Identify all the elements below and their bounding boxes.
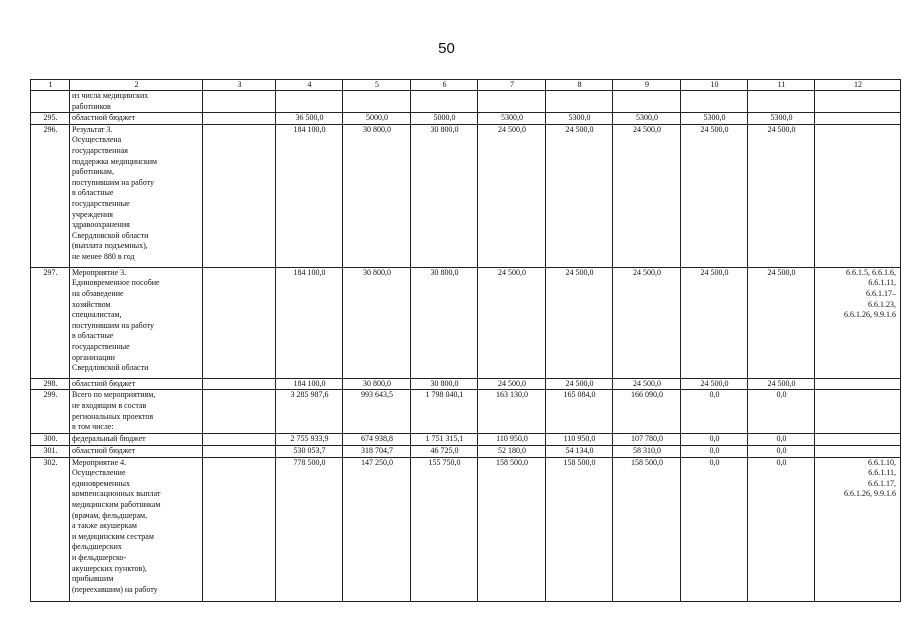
row-value-col6: 5000,0	[411, 113, 478, 125]
row-value-col6: 30 800,0	[411, 267, 478, 378]
row-description-line: здравоохранения	[72, 220, 130, 230]
row-description-line: прибывшим	[72, 574, 114, 584]
row-value-col10: 24 500,0	[681, 378, 748, 390]
column-header-11: 11	[748, 80, 815, 91]
row-value-col6: 1 798 040,1	[411, 390, 478, 434]
column-header-4: 4	[276, 80, 343, 91]
row-description-line: в областные	[72, 331, 114, 341]
row-number: 295.	[31, 113, 70, 125]
table-row	[31, 390, 901, 434]
row-description-line: единовременных	[72, 478, 130, 488]
row-target-refs	[815, 457, 901, 601]
row-value-col5: 5000,0	[343, 113, 411, 125]
column-header-10: 10	[681, 80, 748, 91]
row-value-col11: 0,0	[748, 445, 815, 457]
row-value-col11: 5300,0	[748, 113, 815, 125]
table-row	[31, 113, 901, 125]
row-description-line: хозяйством	[72, 299, 111, 309]
row-description-line: государственная	[72, 145, 128, 155]
row-value-col11: 24 500,0	[748, 267, 815, 378]
row-value-col8: 54 134,0	[546, 445, 613, 457]
column-header-2: 2	[70, 80, 203, 91]
table-row	[31, 267, 901, 378]
column-header-8: 8	[546, 80, 613, 91]
column-header-12: 12	[815, 80, 901, 91]
row-description	[70, 91, 203, 113]
row-target-refs-line: 6.6.1.5, 6.6.1.6,	[846, 267, 896, 277]
row-value-col4: 184 100,0	[276, 378, 343, 390]
row-description-line: Мероприятие 4.	[72, 457, 127, 467]
row-description-line: специалистам,	[72, 310, 122, 320]
row-value-col4: 2 755 933,9	[276, 434, 343, 446]
row-number: 300.	[31, 434, 70, 446]
row-description-line: компенсационных выплат	[72, 489, 161, 499]
row-description	[70, 457, 203, 601]
row-col3	[203, 113, 276, 125]
row-value-col11: 24 500,0	[748, 378, 815, 390]
row-target-refs-line: 6.6.1.17–	[866, 288, 896, 298]
row-description	[70, 378, 203, 390]
row-number: 298.	[31, 378, 70, 390]
column-header-5: 5	[343, 80, 411, 91]
row-value-col5: 318 704,7	[343, 445, 411, 457]
row-value-col11: 0,0	[748, 457, 815, 601]
row-value-col9: 58 310,0	[613, 445, 681, 457]
row-description-line: фельдшерских	[72, 542, 122, 552]
row-description-line: поддержка медицинским	[72, 156, 158, 166]
row-number	[31, 91, 70, 113]
row-value-col8: 5300,0	[546, 113, 613, 125]
row-description	[70, 113, 203, 125]
page-number: 50	[438, 40, 455, 57]
row-description-line: медицинским работникам	[72, 499, 161, 509]
table-row	[31, 124, 901, 267]
column-header-1: 1	[31, 80, 70, 91]
row-target-refs	[815, 267, 901, 378]
row-value-col8: 24 500,0	[546, 267, 613, 378]
row-description-line: областной бюджет	[72, 378, 136, 388]
row-value-col9: 158 500,0	[613, 457, 681, 601]
table-row	[31, 445, 901, 457]
row-value-col5	[343, 91, 411, 113]
row-value-col7: 163 130,0	[478, 390, 546, 434]
row-description-line: (переехавшим) на работу	[72, 584, 158, 594]
table-row	[31, 434, 901, 446]
row-value-col8: 110 950,0	[546, 434, 613, 446]
row-description-line: Свердловской области	[72, 363, 149, 373]
row-value-col4: 184 100,0	[276, 124, 343, 267]
row-value-col4: 184 100,0	[276, 267, 343, 378]
row-description-line: учреждения	[72, 209, 113, 219]
row-value-col10: 0,0	[681, 457, 748, 601]
row-value-col7: 5300,0	[478, 113, 546, 125]
row-value-col10: 24 500,0	[681, 124, 748, 267]
row-target-refs	[815, 91, 901, 113]
row-number: 297.	[31, 267, 70, 378]
row-number: 299.	[31, 390, 70, 434]
row-target-refs	[815, 378, 901, 390]
row-value-col10: 0,0	[681, 434, 748, 446]
row-col3	[203, 91, 276, 113]
row-value-col9: 5300,0	[613, 113, 681, 125]
row-target-refs	[815, 445, 901, 457]
column-header-9: 9	[613, 80, 681, 91]
row-description-line: региональных проектов	[72, 411, 154, 421]
row-value-col8: 24 500,0	[546, 378, 613, 390]
row-description-line: Всего по мероприятиям,	[72, 390, 156, 400]
row-description-line: а также акушеркам	[72, 521, 137, 531]
row-description-line: государственные	[72, 341, 130, 351]
budget-table	[30, 79, 901, 602]
column-header-6: 6	[411, 80, 478, 91]
row-description-line: Свердловской области	[72, 230, 149, 240]
table-row	[31, 91, 901, 113]
row-description-line: областной бюджет	[72, 113, 136, 123]
row-value-col11: 24 500,0	[748, 124, 815, 267]
row-description-line: и фельдшерско-	[72, 552, 127, 562]
row-value-col5: 30 800,0	[343, 267, 411, 378]
row-description-line: (выплата подъемных),	[72, 241, 148, 251]
row-target-refs-line: 6.6.1.17,	[868, 478, 896, 488]
row-description-line: работникам,	[72, 167, 114, 177]
row-description	[70, 124, 203, 267]
row-description-line: Результат 3.	[72, 124, 113, 134]
row-description-line: и медицинским сестрам	[72, 531, 154, 541]
row-col3	[203, 267, 276, 378]
row-target-refs-line: 6.6.1.26, 9.9.1.6	[844, 489, 896, 499]
row-value-col7: 52 180,0	[478, 445, 546, 457]
row-target-refs-line: 6.6.1.11,	[868, 468, 896, 478]
row-description-line: организации	[72, 352, 115, 362]
row-value-col5: 993 643,5	[343, 390, 411, 434]
row-description-line: не менее 880 в год	[72, 251, 135, 261]
row-value-col8: 158 500,0	[546, 457, 613, 601]
row-value-col6: 30 800,0	[411, 124, 478, 267]
row-value-col9: 107 780,0	[613, 434, 681, 446]
row-col3	[203, 457, 276, 601]
row-value-col7: 158 500,0	[478, 457, 546, 601]
row-value-col7: 24 500,0	[478, 124, 546, 267]
column-header-3: 3	[203, 80, 276, 91]
header-row	[31, 80, 901, 91]
row-description-line: Осуществлена	[72, 135, 122, 145]
row-target-refs	[815, 113, 901, 125]
row-value-col10: 24 500,0	[681, 267, 748, 378]
row-target-refs	[815, 434, 901, 446]
row-value-col10: 0,0	[681, 445, 748, 457]
row-value-col9: 24 500,0	[613, 124, 681, 267]
row-value-col4: 36 500,0	[276, 113, 343, 125]
row-target-refs	[815, 124, 901, 267]
row-value-col7: 24 500,0	[478, 267, 546, 378]
row-value-col4: 530 053,7	[276, 445, 343, 457]
row-description-line: на обзаведение	[72, 288, 124, 298]
row-value-col9	[613, 91, 681, 113]
table-body	[31, 80, 901, 602]
row-value-col6: 46 725,0	[411, 445, 478, 457]
row-description	[70, 445, 203, 457]
row-value-col4: 3 285 987,6	[276, 390, 343, 434]
column-header-7: 7	[478, 80, 546, 91]
row-value-col6: 30 800,0	[411, 378, 478, 390]
row-description-line: из числа медицинских	[72, 91, 149, 100]
row-col3	[203, 378, 276, 390]
row-col3	[203, 445, 276, 457]
row-value-col10	[681, 91, 748, 113]
row-value-col6	[411, 91, 478, 113]
row-description-line: акушерских пунктов),	[72, 563, 147, 573]
row-description-line: областной бюджет	[72, 445, 136, 455]
table-row	[31, 378, 901, 390]
row-value-col8: 24 500,0	[546, 124, 613, 267]
row-value-col7: 24 500,0	[478, 378, 546, 390]
row-description-line: Единовременное пособие	[72, 278, 160, 288]
row-description-line: в областные	[72, 188, 114, 198]
row-value-col7: 110 950,0	[478, 434, 546, 446]
row-value-col10: 0,0	[681, 390, 748, 434]
row-description-line: государственные	[72, 198, 130, 208]
row-value-col9: 166 090,0	[613, 390, 681, 434]
row-target-refs	[815, 390, 901, 434]
row-value-col9: 24 500,0	[613, 267, 681, 378]
row-value-col5: 30 800,0	[343, 378, 411, 390]
row-description-line: федеральный бюджет	[72, 434, 146, 444]
row-value-col6: 1 751 315,1	[411, 434, 478, 446]
row-value-col9: 24 500,0	[613, 378, 681, 390]
row-number: 302.	[31, 457, 70, 601]
row-value-col4: 778 500,0	[276, 457, 343, 601]
table-row	[31, 457, 901, 601]
row-description-line: не входящим в состав	[72, 400, 147, 410]
row-description-line: поступившим на работу	[72, 320, 155, 330]
row-value-col5: 30 800,0	[343, 124, 411, 267]
row-value-col11: 0,0	[748, 390, 815, 434]
row-target-refs-line: 6.6.1.11,	[868, 278, 896, 288]
row-target-refs-line: 6.6.1.10,	[868, 457, 896, 467]
row-col3	[203, 124, 276, 267]
row-value-col8	[546, 91, 613, 113]
row-target-refs-line: 6.6.1.23,	[868, 299, 896, 309]
row-description-line: работников	[72, 101, 111, 111]
row-description-line: (врачам, фельдшерам,	[72, 510, 148, 520]
row-description-line: Осуществление	[72, 468, 126, 478]
row-value-col11	[748, 91, 815, 113]
row-description-line: в том числе:	[72, 422, 114, 432]
row-number: 296.	[31, 124, 70, 267]
row-target-refs-line: 6.6.1.26, 9.9.1.6	[844, 310, 896, 320]
row-value-col10: 5300,0	[681, 113, 748, 125]
row-description-line: поступившим на работу	[72, 177, 155, 187]
row-value-col6: 155 750,0	[411, 457, 478, 601]
row-number: 301.	[31, 445, 70, 457]
row-value-col7	[478, 91, 546, 113]
row-value-col11: 0,0	[748, 434, 815, 446]
row-description	[70, 390, 203, 434]
row-col3	[203, 434, 276, 446]
row-value-col8: 165 084,0	[546, 390, 613, 434]
row-description	[70, 267, 203, 378]
row-value-col5: 674 938,8	[343, 434, 411, 446]
row-value-col5: 147 250,0	[343, 457, 411, 601]
row-col3	[203, 390, 276, 434]
row-description	[70, 434, 203, 446]
row-description-line: Мероприятие 3.	[72, 267, 127, 277]
row-value-col4	[276, 91, 343, 113]
